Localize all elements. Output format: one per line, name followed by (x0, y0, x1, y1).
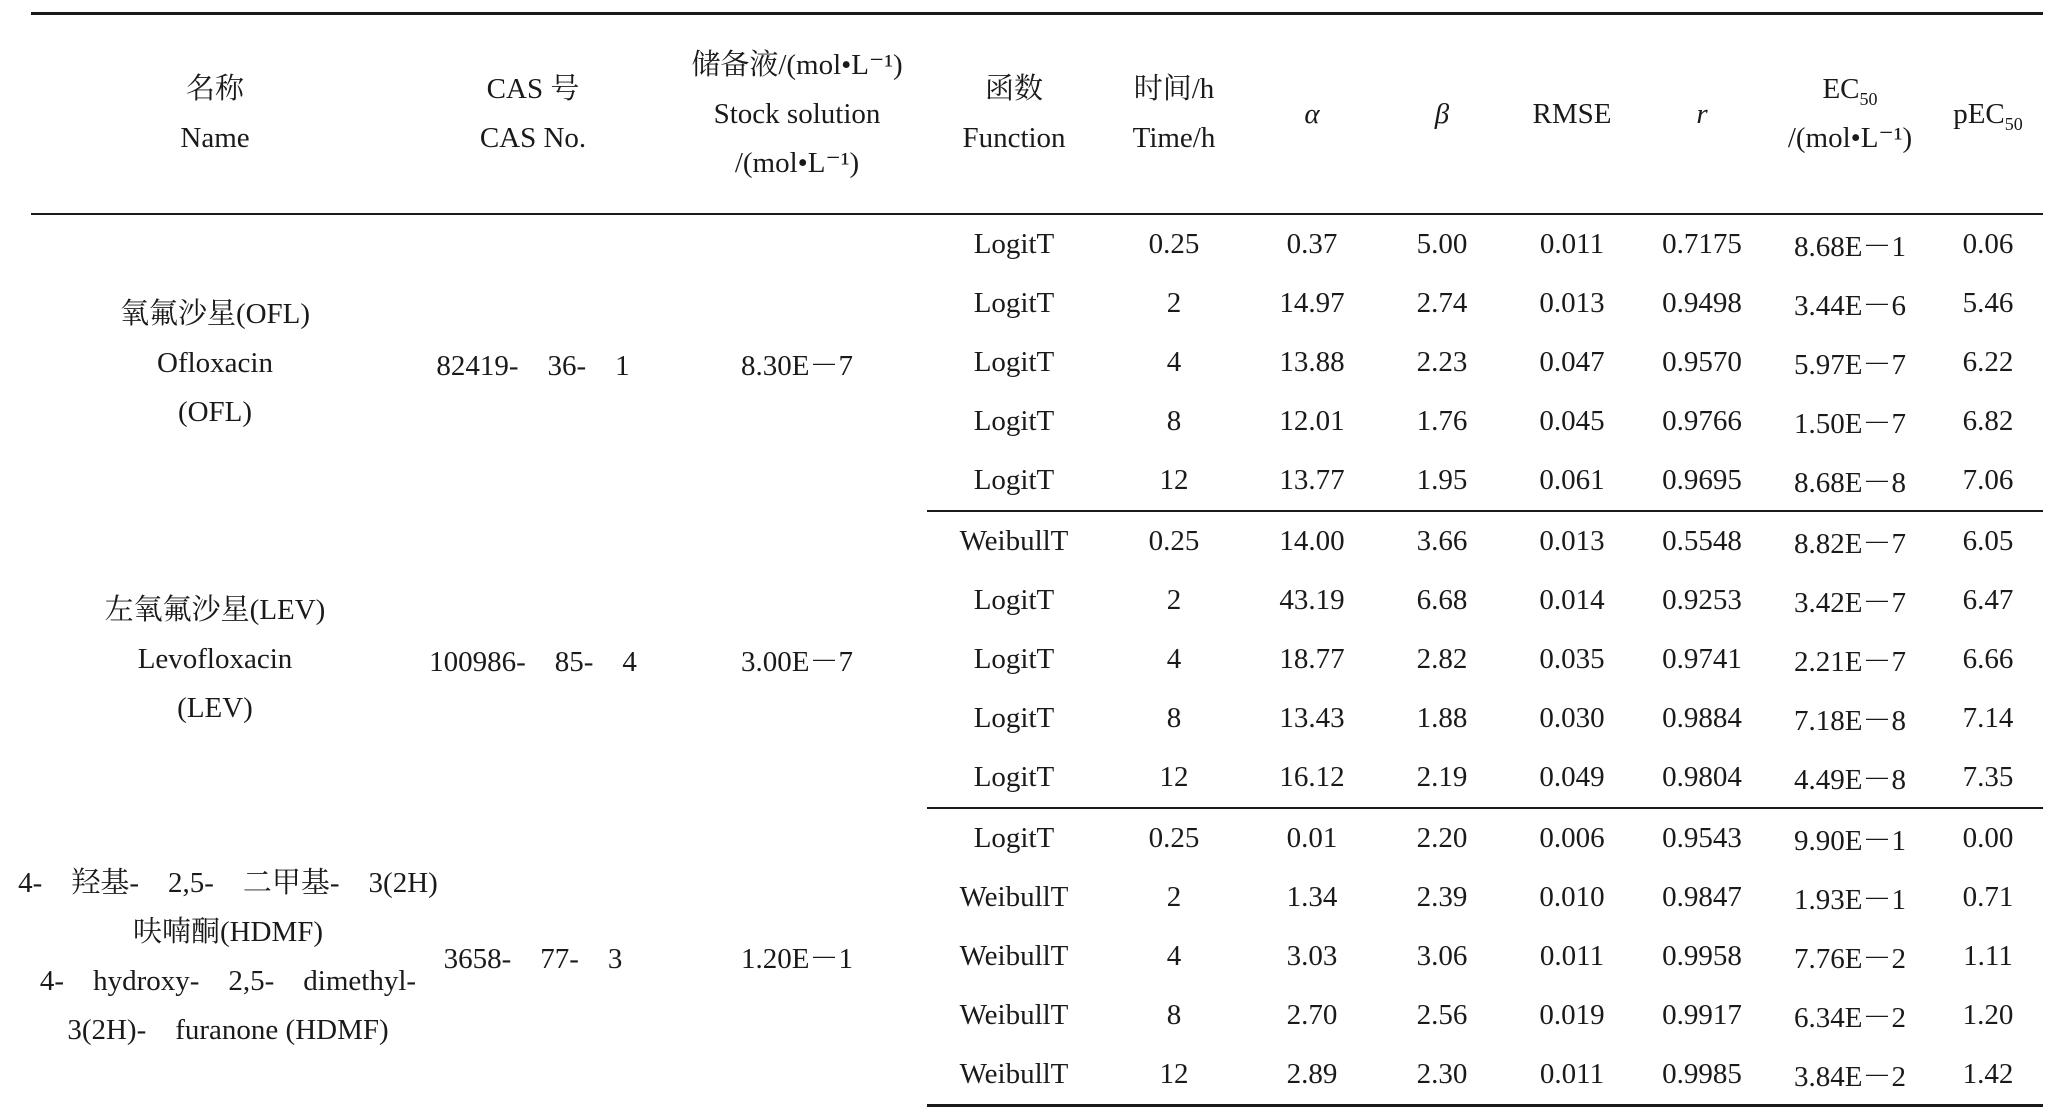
beta-cell: 3.06 (1416, 940, 1468, 972)
r-cell: 0.9543 (1662, 822, 1742, 854)
r-cell: 0.9847 (1662, 881, 1742, 913)
beta-cell: 2.56 (1416, 999, 1468, 1031)
time-cell: 12 (1101, 451, 1247, 511)
compound-name-line: Ofloxacin (157, 346, 273, 379)
header-r: r (1637, 14, 1767, 215)
header-stock (667, 14, 927, 215)
compound-name-line: 3(2H)- furanone (HDMF) (67, 1013, 389, 1046)
ec50-cell: 8.68E－1 (1794, 231, 1906, 263)
header-ec50 (1767, 14, 1933, 215)
ec50-cell: 1.50E－7 (1794, 408, 1906, 440)
ec50-cell: 8.82E－7 (1794, 528, 1906, 560)
time-cell: 4 (1166, 643, 1182, 675)
function-cell: LogitT (973, 702, 1055, 734)
pec50-cell: 1.42 (1933, 1045, 2043, 1106)
function-cell: LogitT (973, 228, 1055, 260)
header-function-en: Function (962, 122, 1066, 154)
table-header (31, 14, 2043, 215)
function-cell: LogitT (927, 451, 1101, 511)
rmse-cell: 0.047 (1539, 346, 1605, 378)
compound-name-line: 左氧氟沙星(LEV) (104, 594, 326, 626)
header-pec50-sub: 50 (2004, 113, 2023, 134)
alpha-cell: 18.77 (1279, 643, 1345, 675)
pec50-cell: 6.66 (1962, 643, 2014, 675)
alpha-cell: 43.19 (1279, 584, 1345, 616)
header-ec50-sub: 50 (1859, 88, 1878, 109)
data-table (18, 12, 2043, 1107)
stock-solution-cell: 1.20E－1 (741, 943, 853, 976)
table-row (31, 214, 2043, 274)
ec50-cell: 9.90E－1 (1794, 825, 1906, 857)
r-cell: 0.9804 (1637, 748, 1767, 808)
stock-solution-cell: 3.00E－7 (741, 646, 853, 678)
header-time (1101, 14, 1247, 215)
beta-cell: 5.00 (1416, 228, 1468, 260)
function-cell: WeibullT (959, 881, 1069, 913)
header-function (927, 14, 1101, 215)
time-cell: 2 (1166, 287, 1182, 319)
compound-name-cell (31, 511, 399, 808)
beta-cell: 2.30 (1377, 1045, 1507, 1106)
time-cell: 8 (1166, 702, 1182, 734)
table-row (31, 511, 2043, 571)
compound-name-line: Levofloxacin (137, 643, 293, 675)
r-cell: 0.9741 (1662, 643, 1742, 675)
time-cell: 2 (1166, 584, 1182, 616)
time-cell: 8 (1166, 405, 1182, 437)
rmse-cell: 0.014 (1539, 584, 1605, 616)
rmse-cell: 0.049 (1507, 748, 1637, 808)
r-cell: 0.9766 (1662, 405, 1742, 437)
time-cell: 0.25 (1148, 822, 1200, 854)
function-cell: WeibullT (927, 1045, 1101, 1106)
beta-cell: 2.82 (1416, 643, 1468, 675)
r-cell: 0.9570 (1662, 346, 1742, 378)
rmse-cell: 0.035 (1539, 643, 1605, 675)
time-cell: 0.25 (1148, 525, 1200, 557)
header-name-zh: 名称 (185, 73, 244, 105)
header-ec50-main: EC (1822, 73, 1860, 105)
beta-cell: 2.39 (1416, 881, 1468, 913)
r-cell: 0.9695 (1637, 451, 1767, 511)
function-cell: LogitT (973, 643, 1055, 675)
header-cas (399, 14, 667, 215)
beta-cell: 2.19 (1377, 748, 1507, 808)
alpha-cell: 2.89 (1247, 1045, 1377, 1106)
time-cell: 12 (1101, 748, 1247, 808)
beta-cell: 3.66 (1416, 525, 1468, 557)
header-pec50 (1933, 14, 2043, 215)
ec50-cell: 7.76E－2 (1794, 943, 1906, 975)
alpha-cell: 16.12 (1247, 748, 1377, 808)
pec50-cell: 6.05 (1962, 525, 2014, 557)
rmse-cell: 0.061 (1507, 451, 1637, 511)
ec50-cell: 1.93E－1 (1794, 884, 1906, 916)
header-time-en: Time/h (1132, 122, 1216, 154)
ec50-cell: 2.21E－7 (1794, 646, 1906, 678)
pec50-cell: 6.47 (1962, 584, 2014, 616)
alpha-cell: 14.00 (1279, 525, 1345, 557)
ec50-cell: 3.84E－2 (1767, 1045, 1933, 1106)
header-name-en: Name (180, 122, 250, 154)
r-cell: 0.9958 (1662, 940, 1742, 972)
pec50-cell: 6.82 (1962, 405, 2014, 437)
rmse-cell: 0.013 (1539, 287, 1605, 319)
rmse-cell: 0.013 (1539, 525, 1605, 557)
rmse-cell: 0.011 (1539, 940, 1605, 972)
cas-number-cell: 3658- 77- 3 (443, 943, 623, 976)
compound-name-line: 4- hydroxy- 2,5- dimethyl- (39, 964, 417, 997)
ec50-cell: 4.49E－8 (1767, 748, 1933, 808)
compound-name-line: 4- 羟基- 2,5- 二甲基- 3(2H) (18, 866, 438, 899)
function-cell: LogitT (973, 584, 1055, 616)
function-cell: LogitT (973, 405, 1055, 437)
function-cell: LogitT (973, 287, 1055, 319)
compound-name (0, 859, 463, 1055)
header-ec50-unit: /(mol•L⁻¹) (1787, 122, 1913, 154)
header-stock-zh: 储备液/(mol•L⁻¹) (691, 48, 903, 81)
header-name (31, 14, 399, 215)
r-cell: 0.9253 (1662, 584, 1742, 616)
header-stock-en: Stock solution (713, 97, 881, 130)
r-cell: 0.9498 (1662, 287, 1742, 319)
compound-name-line: (OFL) (177, 395, 253, 428)
rmse-cell: 0.019 (1539, 999, 1605, 1031)
compound-name-line: (LEV) (177, 692, 253, 724)
ec50-cell: 8.68E－8 (1767, 451, 1933, 511)
header-rmse: RMSE (1507, 14, 1637, 215)
rmse-cell: 0.006 (1539, 822, 1605, 854)
pec50-cell: 0.71 (1962, 881, 2014, 913)
alpha-cell: 2.70 (1286, 999, 1338, 1031)
alpha-cell: 0.37 (1286, 228, 1338, 260)
alpha-cell: 13.77 (1247, 451, 1377, 511)
ec50-cell: 3.44E－6 (1794, 290, 1906, 322)
beta-cell: 2.23 (1416, 346, 1468, 378)
compound-name-line: 氧氟沙星(OFL) (119, 297, 311, 330)
time-cell: 4 (1166, 346, 1182, 378)
function-cell: WeibullT (959, 940, 1069, 972)
beta-cell: 6.68 (1416, 584, 1468, 616)
beta-cell: 1.88 (1416, 702, 1468, 734)
header-pec50-main: pEC (1953, 97, 2005, 130)
pec50-cell: 7.35 (1933, 748, 2043, 808)
time-cell: 4 (1166, 940, 1182, 972)
beta-cell: 1.76 (1416, 405, 1468, 437)
beta-cell: 1.95 (1377, 451, 1507, 511)
compound-name-cell (31, 214, 399, 511)
rmse-cell: 0.030 (1539, 702, 1605, 734)
alpha-cell: 13.88 (1279, 346, 1345, 378)
compound-name-cell (18, 808, 438, 1106)
pec50-cell: 7.14 (1962, 702, 2014, 734)
pec50-cell: 0.00 (1962, 822, 2014, 854)
pec50-cell: 5.46 (1962, 287, 2014, 319)
ec50-cell: 5.97E－7 (1794, 349, 1906, 381)
beta-cell: 2.20 (1416, 822, 1468, 854)
table-row (31, 808, 2043, 868)
header-cas-zh: CAS 号 (486, 73, 580, 105)
cas-number-cell: 100986- 85- 4 (429, 646, 637, 678)
r-cell: 0.9985 (1637, 1045, 1767, 1106)
function-cell: LogitT (973, 346, 1055, 378)
time-cell: 8 (1166, 999, 1182, 1031)
ec50-cell: 7.18E－8 (1794, 705, 1906, 737)
function-cell: LogitT (927, 748, 1101, 808)
function-cell: LogitT (973, 822, 1055, 854)
pec50-cell: 1.11 (1963, 940, 2013, 972)
r-cell: 0.9884 (1662, 702, 1742, 734)
header-cas-en: CAS No. (479, 122, 587, 154)
r-cell: 0.5548 (1662, 525, 1742, 557)
compound-name (31, 586, 399, 733)
alpha-cell: 0.01 (1286, 822, 1338, 854)
r-cell: 0.7175 (1662, 228, 1742, 260)
r-cell: 0.9917 (1662, 999, 1742, 1031)
header-alpha: α (1247, 14, 1377, 215)
alpha-cell: 13.43 (1279, 702, 1345, 734)
pec50-cell: 7.06 (1933, 451, 2043, 511)
rmse-cell: 0.011 (1539, 228, 1605, 260)
rmse-cell: 0.011 (1507, 1045, 1637, 1106)
rmse-cell: 0.010 (1539, 881, 1605, 913)
ec50-cell: 3.42E－7 (1794, 587, 1906, 619)
pec50-cell: 1.20 (1962, 999, 2014, 1031)
function-cell: WeibullT (959, 999, 1069, 1031)
pec50-cell: 0.06 (1962, 228, 2014, 260)
rmse-cell: 0.045 (1539, 405, 1605, 437)
table-body (18, 214, 2043, 1106)
header-row (31, 14, 2043, 215)
header-function-zh: 函数 (984, 73, 1043, 105)
compound-name-line: 呋喃酮(HDMF) (132, 915, 324, 948)
time-cell: 12 (1101, 1045, 1247, 1106)
stock-solution-cell: 8.30E－7 (741, 349, 853, 382)
ec50-cell: 6.34E－2 (1794, 1002, 1906, 1034)
alpha-cell: 3.03 (1286, 940, 1338, 972)
alpha-cell: 12.01 (1279, 405, 1345, 437)
compound-name (31, 290, 399, 437)
alpha-cell: 14.97 (1279, 287, 1345, 319)
alpha-cell: 1.34 (1286, 881, 1338, 913)
header-ec50-label (1767, 65, 1933, 114)
function-cell: WeibullT (959, 525, 1069, 557)
beta-cell: 2.74 (1416, 287, 1468, 319)
pec50-cell: 6.22 (1962, 346, 2014, 378)
header-stock-unit: /(mol•L⁻¹) (734, 146, 860, 179)
header-time-zh: 时间/h (1133, 73, 1215, 105)
cas-number-cell: 82419- 36- 1 (436, 349, 630, 382)
header-beta: β (1377, 14, 1507, 215)
time-cell: 0.25 (1148, 228, 1200, 260)
time-cell: 2 (1166, 881, 1182, 913)
